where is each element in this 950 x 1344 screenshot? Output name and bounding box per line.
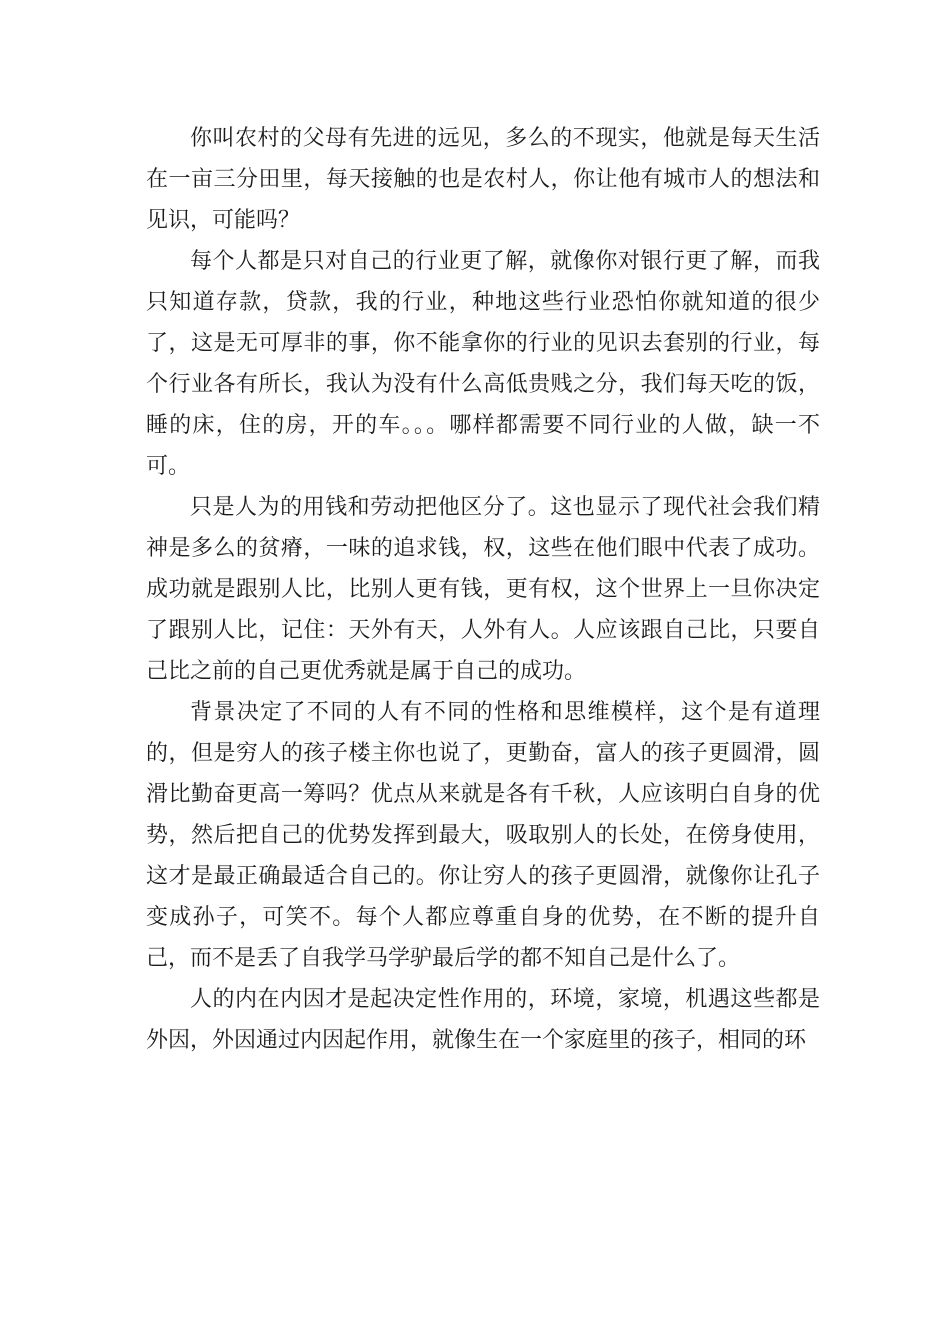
document-body (146, 118, 820, 1061)
paragraph-4: 背景决定了不同的人有不同的性格和思维模样，这个是有道理的，但是穷人的孩子楼主你也说了，更勤奋，富人的孩子更圆滑，圆滑比勤奋更高一筹吗？优点从来就是各有千秋，人应该明白自身的优势，然后把自己的优势发挥到最大，吸取别人的长处，在傍身使用，这才是最正确最适合自己的。你让穷人的孩子更圆滑，就像你让孔子变成孙子，可笑不。每个人都应尊重自身的优势，在不断的提升自己，而不是丢了自我学马学驴最后学的都不知自己是什么了。 (146, 700, 820, 971)
paragraph-5: 人的内在内因才是起决定性作用的，环境，家境，机遇这些都是外因，外因通过内因起作用，就像生在一个家庭里的孩子，相同的环 (146, 987, 820, 1053)
paragraph-1: 你叫农村的父母有先进的远见，多么的不现实，他就是每天生活在一亩三分田里，每天接触的也是农村人，你让他有城市人的想法和见识，可能吗？ (146, 126, 820, 233)
paragraph-3: 只是人为的用钱和劳动把他区分了。这也显示了现代社会我们精神是多么的贫瘠，一味的追求钱，权，这些在他们眼中代表了成功。成功就是跟别人比，比别人更有钱，更有权，这个世界上一旦你决定了跟别人比，记住：天外有天，人外有人。人应该跟自己比，只要自己比之前的自己更优秀就是属于自己的成功。 (146, 495, 820, 684)
paragraph-2: 每个人都是只对自己的行业更了解，就像你对银行更了解，而我只知道存款，贷款，我的行业，种地这些行业恐怕你就知道的很少了，这是无可厚非的事，你不能拿你的行业的见识去套别的行业，每个行业各有所长，我认为没有什么高低贵贱之分，我们每天吃的饭，睡的床，住的房，开的车。。。哪样都需要不同行业的人做，缺一不可。 (146, 249, 820, 479)
